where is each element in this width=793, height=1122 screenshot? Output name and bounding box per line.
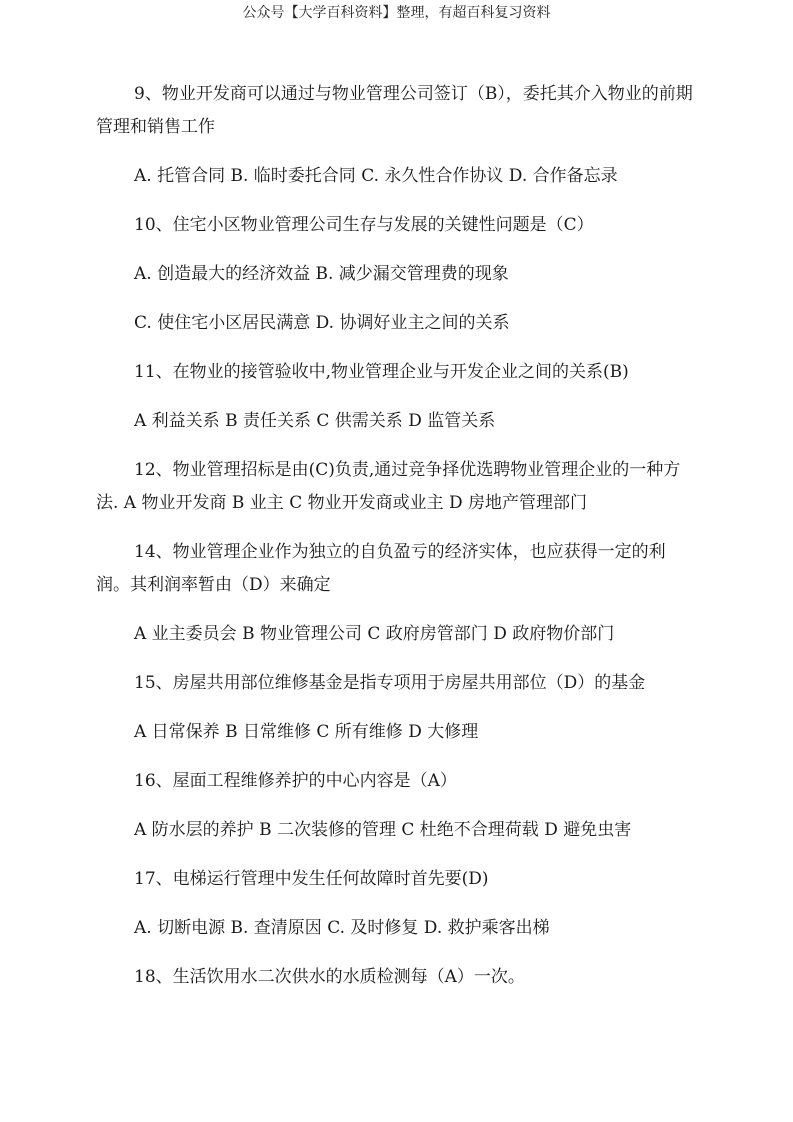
options-15: A 日常保养 B 日常维修 C 所有维修 D 大修理 <box>134 722 479 742</box>
document-body <box>96 78 696 1010</box>
options-14: A 业主委员会 B 物业管理公司 C 政府房管部门 D 政府物价部门 <box>134 624 615 644</box>
question-10: 10、住宅小区物业管理公司生存与发展的关键性问题是（C） <box>134 215 594 235</box>
question-16: 16、屋面工程维修养护的中心内容是（A） <box>134 771 457 791</box>
question-9: 9、物业开发商可以通过与物业管理公司签订（B），委托其介入物业的前期管理和销售工作 <box>96 84 693 137</box>
question-18: 18、生活饮用水二次供水的水质检测每（A）一次。 <box>134 967 525 987</box>
options-17: A. 切断电源 B. 查清原因 C. 及时修复 D. 救护乘客出梯 <box>134 918 550 938</box>
options-10-cd: C. 使住宅小区居民满意 D. 协调好业主之间的关系 <box>134 313 510 333</box>
question-15: 15、房屋共用部位维修基金是指专项用于房屋共用部位（D）的基金 <box>134 673 646 693</box>
options-16: A 防水层的养护 B 二次装修的管理 C 杜绝不合理荷载 D 避免虫害 <box>134 820 632 840</box>
question-17: 17、电梯运行管理中发生任何故障时首先要(D) <box>134 869 489 889</box>
options-9: A. 托管合同 B. 临时委托合同 C. 永久性合作协议 D. 合作备忘录 <box>134 166 618 186</box>
options-10-ab: A. 创造最大的经济效益 B. 减少漏交管理费的现象 <box>134 264 509 284</box>
question-14: 14、物业管理企业作为独立的自负盈亏的经济实体，也应获得一定的利润。其利润率暂由（D）来确定 <box>96 542 666 595</box>
question-11: 11、在物业的接管验收中,物业管理企业与开发企业之间的关系(B) <box>134 362 629 382</box>
page-header: 公众号【大学百科资料】整理，有超百科复习资料 <box>242 5 551 21</box>
question-12: 12、物业管理招标是由(C)负责,通过竞争择优选聘物业管理企业的一种方法. A 物业开发商 B 业主 C 物业开发商或业主 D 房地产管理部门 <box>96 460 681 513</box>
options-11: A 利益关系 B 责任关系 C 供需关系 D 监管关系 <box>134 411 496 431</box>
